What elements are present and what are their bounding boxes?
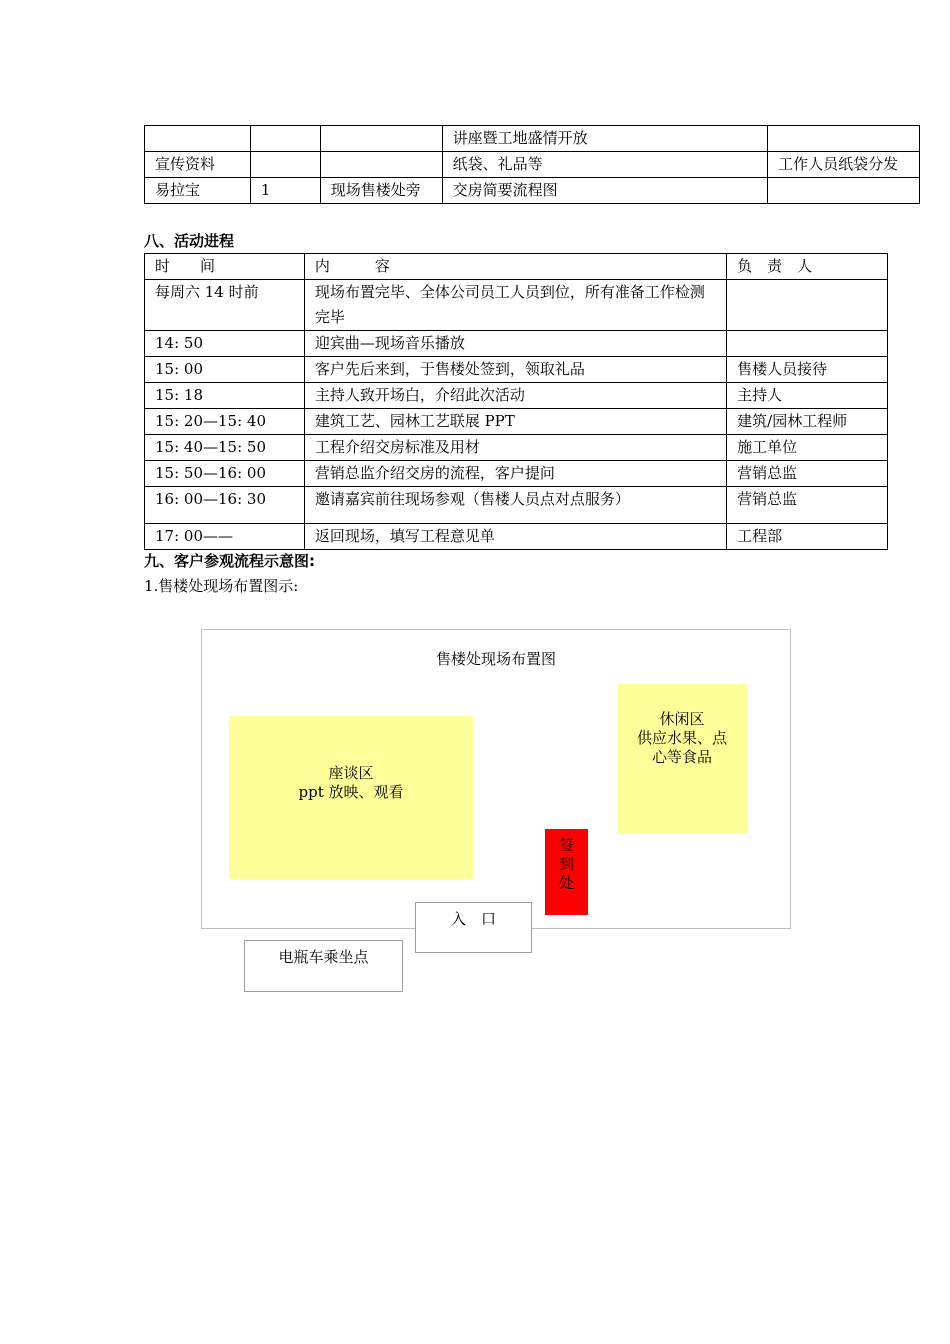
schedule-header-row (145, 254, 888, 280)
materials-table-cell: 宣传资料 (145, 152, 251, 178)
schedule-table-cell: 邀请嘉宾前往现场参观（售楼人员点对点服务） (304, 487, 726, 524)
lounge-zone-label: 休闲区 (659, 710, 705, 728)
materials-table-cell (250, 126, 320, 152)
schedule-table-row (145, 280, 888, 331)
schedule-table (144, 253, 888, 550)
materials-table-row (145, 126, 920, 152)
section9-title: 九、客户参观流程示意图: (144, 552, 315, 570)
schedule-table-cell: 15: 00 (145, 357, 305, 383)
schedule-table-cell: 现场布置完毕、全体公司员工人员到位，所有准备工作检测完毕 (304, 280, 726, 331)
schedule-table-row (145, 461, 888, 487)
schedule-table-cell: 主持人致开场白，介绍此次活动 (304, 383, 726, 409)
signin-char-3: 处 (558, 874, 574, 892)
shuttle-stop-label: 电瓶车乘坐点 (278, 948, 369, 966)
schedule-table-cell (727, 280, 888, 331)
materials-table-cell: 现场售楼处旁 (320, 178, 442, 204)
schedule-table-cell: 客户先后来到，于售楼处签到，领取礼品 (304, 357, 726, 383)
schedule-table-cell: 施工单位 (727, 435, 888, 461)
section8-title: 八、活动进程 (144, 232, 235, 250)
signin-char-2: 到 (558, 855, 574, 873)
schedule-header-cell: 时 间 (145, 254, 305, 280)
schedule-table-cell: 建筑/园林工程师 (727, 409, 888, 435)
diagram-title: 售楼处现场布置图 (435, 650, 556, 668)
schedule-table-row (145, 331, 888, 357)
materials-table (144, 125, 920, 204)
schedule-table-cell: 15: 18 (145, 383, 305, 409)
seating-zone (229, 716, 473, 879)
schedule-header-cell: 内 容 (304, 254, 726, 280)
materials-table-cell: 交房简要流程图 (442, 178, 768, 204)
materials-table-cell: 易拉宝 (145, 178, 251, 204)
schedule-table-cell: 营销总监介绍交房的流程，客户提问 (304, 461, 726, 487)
schedule-table-cell: 16: 00—16: 30 (145, 487, 305, 524)
schedule-table-row (145, 487, 888, 524)
schedule-table-cell: 售楼人员接待 (727, 357, 888, 383)
schedule-table-cell: 每周六 14 时前 (145, 280, 305, 331)
materials-table-cell (145, 126, 251, 152)
seating-zone-label: 座谈区 (328, 764, 374, 782)
materials-table-cell (320, 152, 442, 178)
materials-table-cell: 讲座暨工地盛情开放 (442, 126, 768, 152)
schedule-table-cell: 主持人 (727, 383, 888, 409)
schedule-table-cell: 营销总监 (727, 487, 888, 524)
schedule-table-row (145, 409, 888, 435)
lounge-zone-desc-line1: 供应水果、点 (636, 729, 727, 747)
materials-table-cell: 1 (250, 178, 320, 204)
materials-table-cell: 工作人员纸袋分发 (768, 152, 920, 178)
materials-table-cell (768, 126, 920, 152)
lounge-zone (617, 684, 747, 833)
materials-table-cell (320, 126, 442, 152)
schedule-table-cell: 工程部 (727, 524, 888, 550)
schedule-table-row (145, 524, 888, 550)
lounge-zone-desc-line2: 心等食品 (651, 748, 712, 766)
seating-zone-desc: ppt 放映、观看 (298, 783, 404, 801)
schedule-table-cell: 工程介绍交房标准及用材 (304, 435, 726, 461)
schedule-table-cell: 建筑工艺、园林工艺联展 PPT (304, 409, 726, 435)
schedule-table-cell: 15: 50—16: 00 (145, 461, 305, 487)
materials-table-row (145, 178, 920, 204)
schedule-table-cell (727, 331, 888, 357)
schedule-table-row (145, 435, 888, 461)
materials-table-cell: 纸袋、礼品等 (442, 152, 768, 178)
signin-char-1: 签 (558, 836, 574, 854)
schedule-table-cell: 营销总监 (727, 461, 888, 487)
materials-table-row (145, 152, 920, 178)
materials-table-cell (768, 178, 920, 204)
schedule-table-row (145, 383, 888, 409)
schedule-table-cell: 15: 40—15: 50 (145, 435, 305, 461)
section9-subtitle: 1.售楼处现场布置图示: (144, 577, 299, 595)
schedule-header-cell: 负 责 人 (727, 254, 888, 280)
entrance-box (415, 902, 532, 953)
entrance-label: 入 口 (450, 910, 496, 928)
signin-desk (545, 829, 588, 915)
schedule-table-cell: 15: 20—15: 40 (145, 409, 305, 435)
schedule-table-cell: 14: 50 (145, 331, 305, 357)
schedule-table-row (145, 357, 888, 383)
schedule-table-cell: 返回现场，填写工程意见单 (304, 524, 726, 550)
schedule-table-body (145, 254, 888, 550)
materials-table-body (145, 126, 920, 204)
schedule-table-cell: 17: 00—— (145, 524, 305, 550)
shuttle-stop-box (244, 940, 403, 992)
materials-table-cell (250, 152, 320, 178)
schedule-table-cell: 迎宾曲—现场音乐播放 (304, 331, 726, 357)
